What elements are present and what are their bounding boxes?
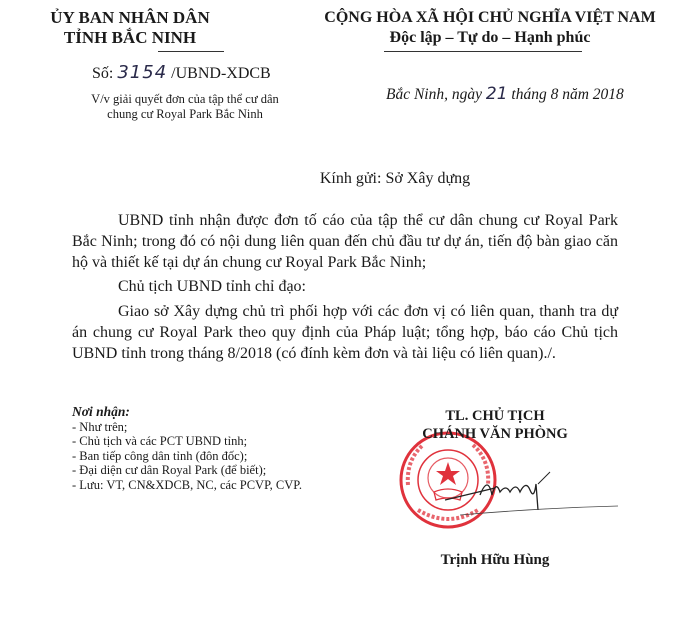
receiver-item: - Chủ tịch và các PCT UBND tỉnh; [72, 434, 248, 448]
date-line [386, 84, 624, 104]
document-subject [80, 92, 290, 122]
receiver-item: - Ban tiếp công dân tỉnh (đôn đốc); [72, 448, 248, 463]
issuer-divider [158, 51, 224, 52]
receivers-list [72, 405, 302, 492]
issuer-header [0, 8, 260, 48]
handwritten-signature-icon [440, 470, 620, 520]
doc-number-handwritten: 3154 [117, 62, 168, 83]
subject-line1: V/v giải quyết đơn của tập thể cư dân [91, 92, 279, 106]
date-prefix: Bắc Ninh, ngày [386, 86, 482, 103]
signature-title-line2: CHÁNH VĂN PHÒNG [422, 426, 568, 442]
document-number [92, 62, 271, 85]
recipient-line: Kính gửi: Sở Xây dựng [319, 170, 471, 187]
date-suffix: tháng 8 năm 2018 [511, 86, 624, 103]
receiver-item: - Đại diện cư dân Royal Park (để biết); [72, 463, 267, 477]
national-title: CỘNG HÒA XÃ HỘI CHỦ NGHĨA VIỆT NAM [324, 9, 656, 26]
receiver-item: - Lưu: VT, CN&XDCB, NC, các PCVP, CVP. [72, 477, 302, 492]
paragraph-text: Giao sở Xây dựng chủ trì phối hợp với các đơn vị có liên quan, thanh tra dự án chung cư Royal Park theo quy định của Pháp luật; tổng hợp, báo cáo Chủ tịch UBND tỉnh trong tháng 8/2018 (có đính kèm đơn và tài liệu có liên quan)./. [72, 303, 618, 362]
paragraph-text: Chủ tịch UBND tỉnh chỉ đạo: [118, 278, 306, 295]
doc-number-suffix: /UBND-XDCB [171, 65, 271, 82]
signer-name: Trịnh Hữu Hùng [440, 552, 550, 568]
body-paragraph-2 [72, 276, 618, 297]
subject-line2: chung cư Royal Park Bắc Ninh [107, 107, 263, 121]
signature-title-line1: TL. CHỦ TỊCH [445, 408, 545, 424]
issuer-line1: ỦY BAN NHÂN DÂN [50, 8, 210, 27]
paragraph-text: UBND tỉnh nhận được đơn tố cáo của tập thể cư dân chung cư Royal Park Bắc Ninh; trong đó có nội dung liên quan đến chủ đầu tư dự án, tiến độ bàn giao căn hộ và thiết kế tại dự án chung cư Royal Park Bắc Ninh; [72, 212, 618, 271]
motto-divider [384, 51, 582, 52]
signature-title-block [395, 407, 595, 443]
national-header [300, 8, 680, 48]
body-paragraph-1 [72, 210, 618, 273]
receivers-title: Nơi nhận: [72, 404, 130, 419]
body-paragraph-3 [72, 301, 618, 364]
date-day-handwritten: 21 [485, 84, 508, 104]
doc-number-prefix: Số: [92, 65, 114, 82]
issuer-line2: TỈNH BẮC NINH [63, 28, 197, 47]
national-motto: Độc lập – Tự do – Hạnh phúc [389, 29, 591, 46]
receiver-item: - Như trên; [72, 419, 128, 434]
